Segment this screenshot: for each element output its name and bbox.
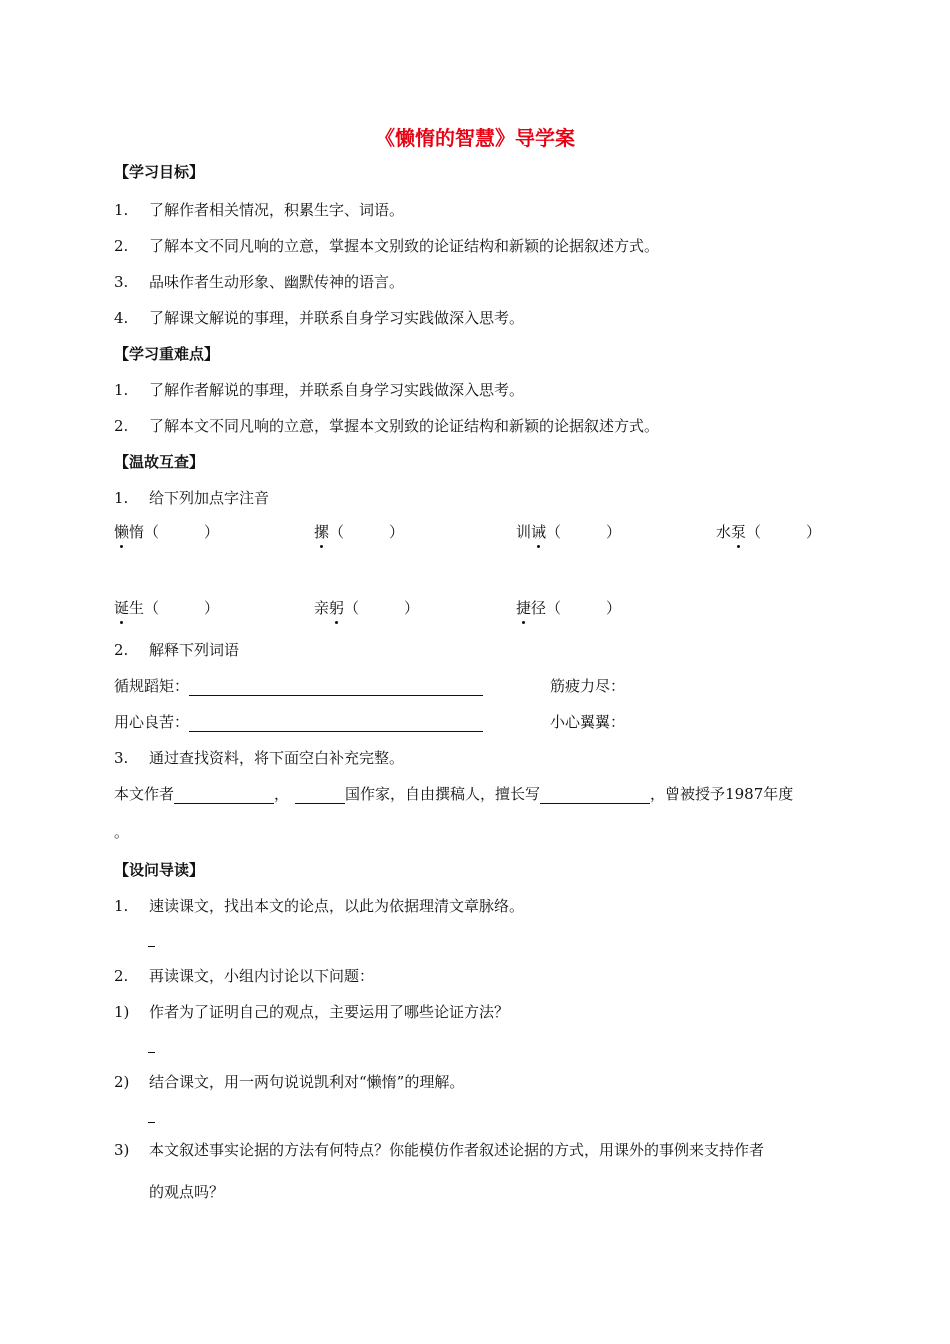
answer-blank[interactable]	[189, 679, 483, 696]
vocab-item: 循规蹈矩：	[114, 676, 483, 696]
question-fill-in: 3. 通过查找资料，将下面空白补充完整。	[114, 749, 405, 767]
section-heading-key-points: 【学习重难点】	[114, 345, 220, 363]
pinyin-item: 亲躬（ ）	[314, 599, 420, 617]
pinyin-item: 水泵（ ）	[716, 523, 822, 541]
section-heading-guided-reading: 【设问导读】	[114, 861, 205, 879]
sub-question: 1) 作者为了证明自己的观点，主要运用了哪些论证方法？	[114, 1003, 510, 1021]
fill-in-end: 。	[114, 823, 130, 841]
genre-blank[interactable]	[540, 787, 650, 804]
pinyin-item: 摞（ ）	[314, 523, 405, 541]
vocab-item: 筋疲力尽：	[550, 677, 626, 695]
goal-item: 3. 品味作者生动形象、幽默传神的语言。	[114, 273, 405, 291]
question-vocabulary: 2. 解释下列词语	[114, 641, 240, 659]
sub-question: 3) 本文叙述事实论据的方法有何特点？你能模仿作者叙述论据的方式，用课外的事例来支持作者	[114, 1141, 765, 1159]
key-point-item: 1. 了解作者解说的事理，并联系自身学习实践做深入思考。	[114, 381, 525, 399]
answer-blank[interactable]	[148, 1108, 155, 1128]
goal-item: 1. 了解作者相关情况，积累生字、词语。	[114, 201, 405, 219]
author-blank[interactable]	[174, 787, 274, 804]
pinyin-item: 捷径（ ）	[516, 599, 622, 617]
reading-question: 2. 再读课文，小组内讨论以下问题：	[114, 967, 375, 985]
question-pinyin: 1. 给下列加点字注音	[114, 489, 270, 507]
answer-blank[interactable]	[148, 932, 155, 952]
answer-blank[interactable]	[148, 1038, 155, 1058]
section-heading-learning-goals: 【学习目标】	[114, 163, 205, 181]
key-point-item: 2. 了解本文不同凡响的立意，掌握本文别致的论证结构和新颖的论据叙述方式。	[114, 417, 660, 435]
answer-blank[interactable]	[189, 715, 483, 732]
pinyin-item: 懒惰（ ）	[114, 523, 220, 541]
vocab-item: 小心翼翼：	[550, 713, 626, 731]
sub-question: 2) 结合课文，用一两句说说凯利对“懒惰”的理解。	[114, 1073, 465, 1091]
fill-in-sentence: 本文作者 ， 国作家，自由撰稿人，擅长写 ，曾被授予1987年度	[114, 785, 794, 803]
reading-question: 1. 速读课文，找出本文的论点，以此为依据理清文章脉络。	[114, 897, 525, 915]
country-blank[interactable]	[295, 787, 345, 804]
goal-item: 2. 了解本文不同凡响的立意，掌握本文别致的论证结构和新颖的论据叙述方式。	[114, 237, 660, 255]
sub-question-continuation: 的观点吗？	[149, 1183, 225, 1201]
goal-item: 4. 了解课文解说的事理，并联系自身学习实践做深入思考。	[114, 309, 525, 327]
vocab-item: 用心良苦：	[114, 712, 483, 732]
page-title: 《懒惰的智慧》导学案	[375, 126, 575, 150]
pinyin-item: 训诫（ ）	[516, 523, 622, 541]
section-heading-review: 【温故互查】	[114, 453, 205, 471]
pinyin-item: 诞生（ ）	[114, 599, 220, 617]
